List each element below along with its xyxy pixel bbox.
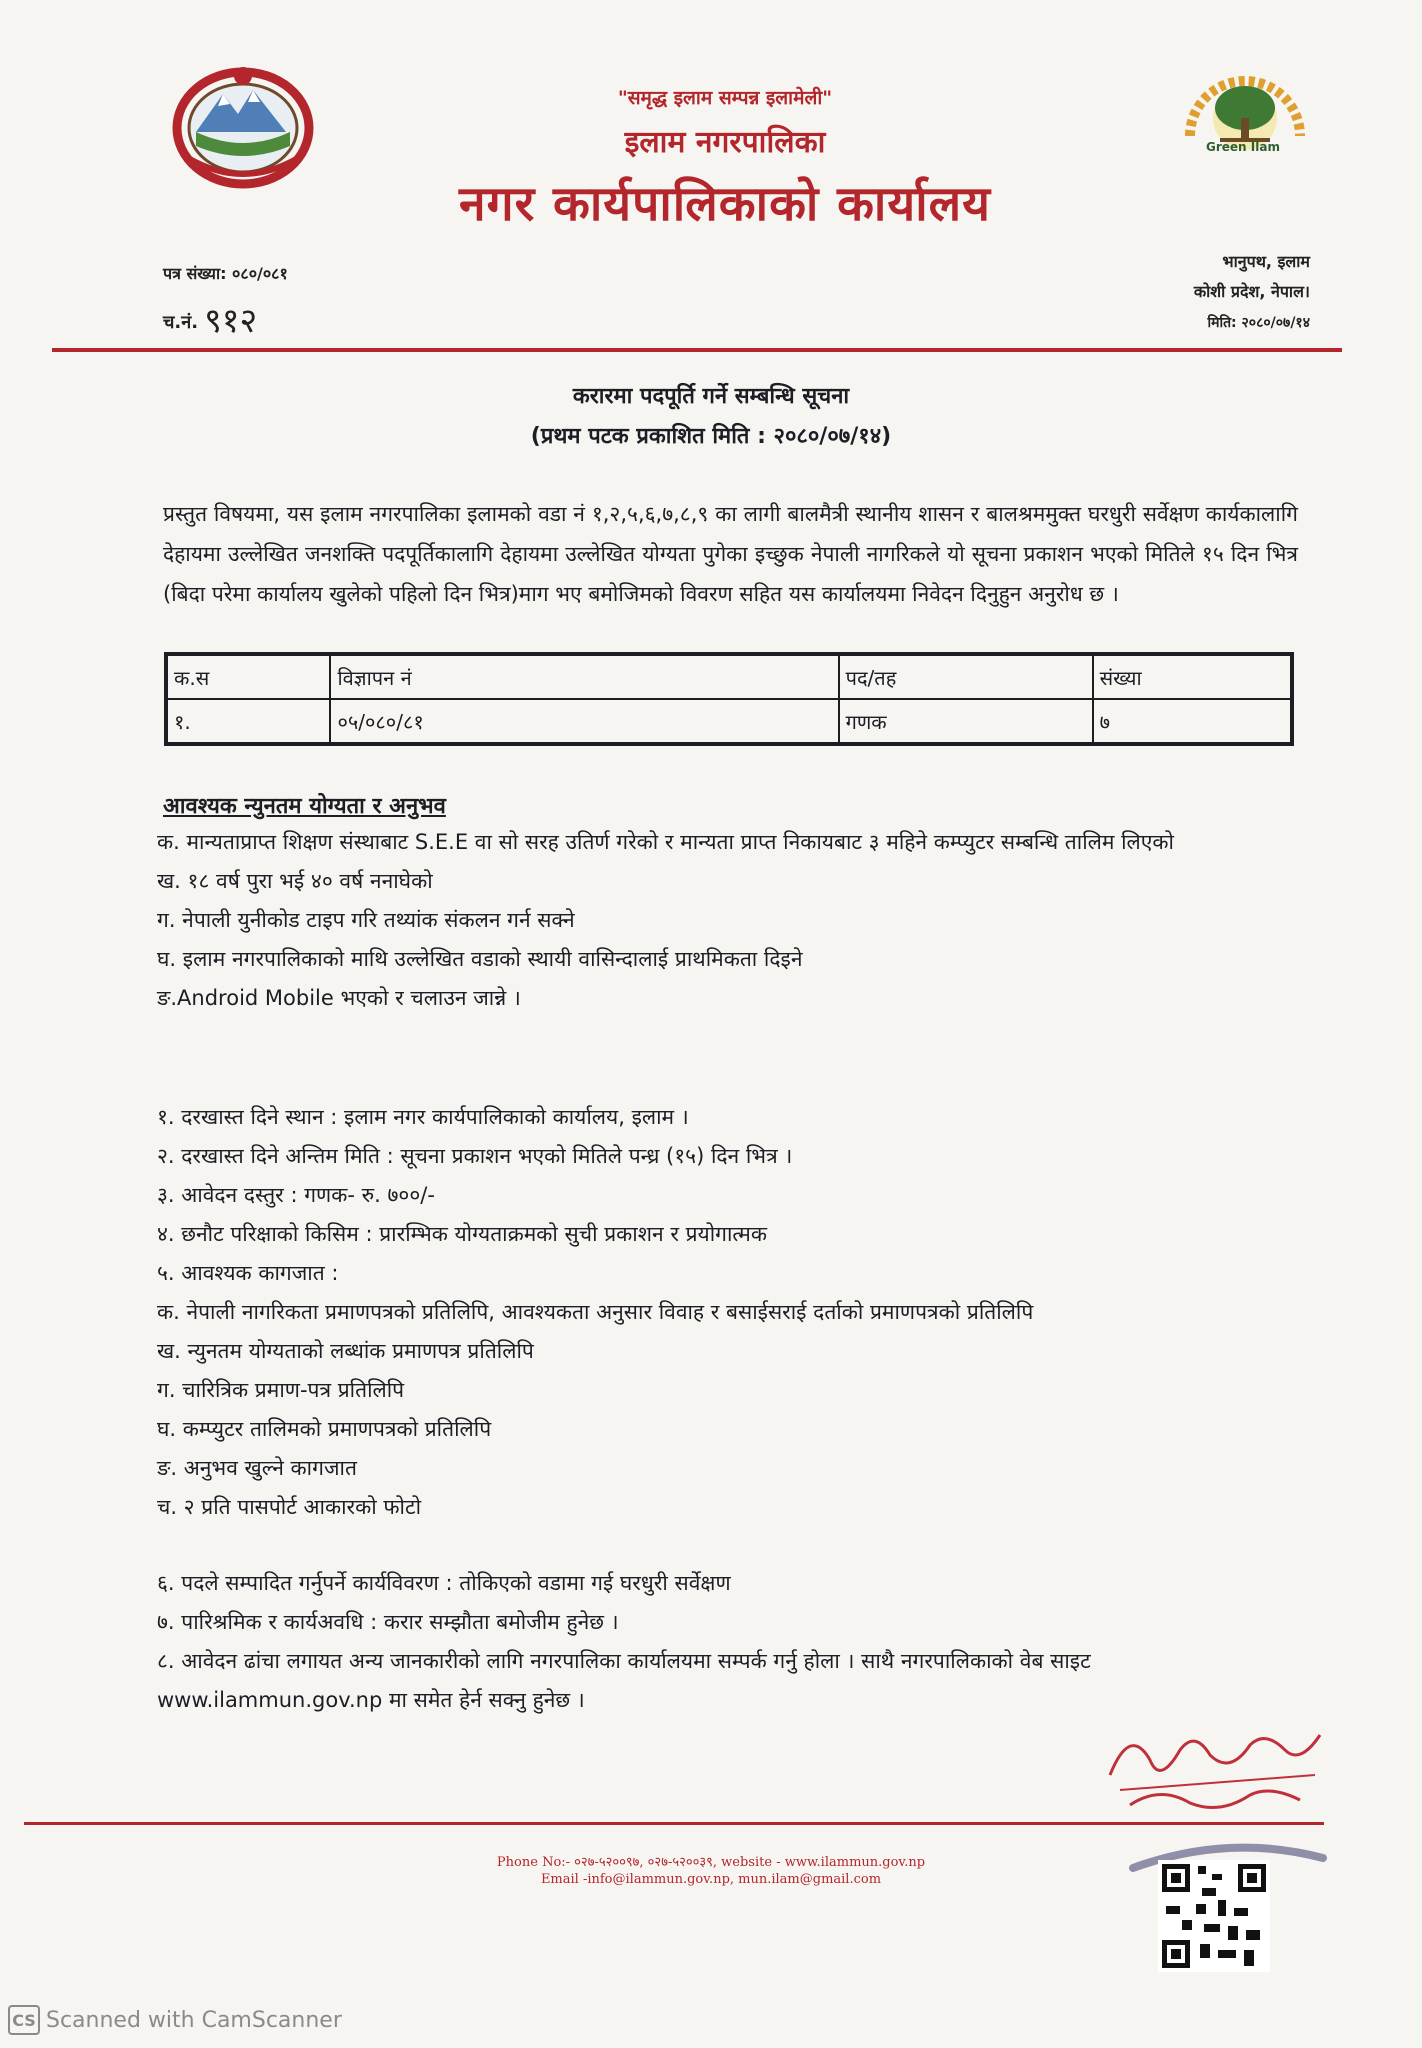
list-item: ग. नेपाली युनीकोड टाइप गरि तथ्यांक संकलन गर्न सक्ने <box>157 908 575 932</box>
list-item: ८. आवेदन ढांचा लगायत अन्य जानकारीको लागि नगरपालिका कार्यालयमा सम्पर्क गर्नु होला । साथै नगरपालिकाको वेब साइट www.ilammun.gov.np मा समेत हेर्न सक्नु हुनेछ । <box>157 1649 1091 1712</box>
footer-contact: Phone No:- ०२७-५२००९७, ०२७-५२००३९, website - www.ilammun.gov.np <box>496 1855 926 1870</box>
table-header-row <box>166 654 1292 699</box>
dispatch-number: ९१२ <box>204 301 258 341</box>
table-header: संख्या <box>1093 654 1292 699</box>
list-item: ङ. अनुभव खुल्ने कागजात <box>157 1456 357 1480</box>
notice-subtitle: (प्रथम पटक प्रकाशित मिति : २०८०/०७/१४) <box>530 424 892 449</box>
green-ilam-label: Green Ilam <box>1206 140 1280 154</box>
list-item: ग. चारित्रिक प्रमाण-पत्र प्रतिलिपि <box>157 1378 405 1402</box>
list-item: क. मान्यताप्राप्त शिक्षण संस्थाबाट S.E.E वा सो सरह उतिर्ण गरेको र मान्यता प्राप्त निकायबाट ३ महिने कम्प्युटर सम्बन्धि तालिम लिएको <box>157 830 1174 854</box>
list-item: १. दरखास्त दिने स्थान : इलाम नगर कार्यपालिकाको कार्यालय, इलाम । <box>157 1105 689 1129</box>
signature-icon <box>1100 1715 1330 1825</box>
table-cell: ७ <box>1093 699 1292 744</box>
list-item: च. २ प्रति पासपोर्ट आकारको फोटो <box>157 1495 422 1519</box>
list-item: ख. न्युनतम योग्यताको लब्धांक प्रमाणपत्र प्रतिलिपि <box>157 1339 534 1363</box>
table-header: क.स <box>166 654 330 699</box>
table-cell: ०५/०८०/८१ <box>330 699 838 744</box>
table-row <box>166 699 1292 744</box>
camscanner-text: Scanned with CamScanner <box>46 2007 342 2033</box>
dispatch-label: च.नं. <box>163 312 199 333</box>
office-title: नगर कार्यपालिकाको कार्यालय <box>458 176 992 232</box>
list-item: ५. आवश्यक कागजात : <box>157 1261 339 1285</box>
list-item: ङ.Android Mobile भएको र चलाउन जान्ने । <box>157 986 521 1010</box>
list-item: ३. आवेदन दस्तुर : गणक- रु. ७००/- <box>157 1183 435 1207</box>
qualification-title: आवश्यक न्युनतम योग्यता र अनुभव <box>163 794 446 819</box>
list-item: ४. छनौट परिक्षाको किसिम : प्रारम्भिक योग्यताक्रमको सुची प्रकाशन र प्रयोगात्मक <box>157 1222 767 1246</box>
application-list <box>157 1098 1297 1527</box>
footer-divider <box>24 1822 1324 1825</box>
list-item: घ. इलाम नगरपालिकाको माथि उल्लेखित वडाको स्थायी वासिन्दालाई प्राथमिकता दिइने <box>157 947 803 971</box>
list-item: २. दरखास्त दिने अन्तिम मिति : सूचना प्रकाशन भएको मितिले पन्ध्र (१५) दिन भित्र । <box>157 1144 793 1168</box>
vacancy-table <box>164 652 1294 746</box>
nepal-emblem-icon <box>168 62 318 190</box>
address-line-2: कोशी प्रदेश, नेपाल। <box>1193 282 1310 301</box>
dispatch-number-line <box>163 296 257 342</box>
header-divider <box>52 348 1342 352</box>
extra-list <box>157 1564 1297 1720</box>
list-item: क. नेपाली नागरिकता प्रमाणपत्रको प्रतिलिपि, आवश्यकता अनुसार विवाह र बसाईसराई दर्ताको प्रमाणपत्रको प्रतिलिपि <box>157 1300 1034 1324</box>
notice-paragraph: प्रस्तुत विषयमा, यस इलाम नगरपालिका इलामको वडा नं १,२,५,६,७,८,९ का लागी बालमैत्री स्थानीय शासन र बालश्रममुक्त घरधुरी सर्वेक्षण कार्यकालागि देहायमा उल्लेखित जनशक्ति पदपूर्तिकालागि देहायमा उल्लेखित योग्यता पुगेका इच्छुक नेपाली नागरिकले यो सूचना प्रकाशन भएको मितिले १५ दिन भित्र (बिदा परेमा कार्यालय खुलेको पहिलो दिन भित्र)माग भए बमोजिमको विवरण सहित यस कार्यालयमा निवेदन दिनुहुन अनुरोध छ । <box>163 502 1298 606</box>
list-item: घ. कम्प्युटर तालिमको प्रमाणपत्रको प्रतिलिपि <box>157 1417 492 1441</box>
footer-email: Email -info@ilammun.gov.np, mun.ilam@gmail.com <box>540 1872 882 1887</box>
table-cell: गणक <box>839 699 1093 744</box>
municipality-name: इलाम नगरपालिका <box>624 125 826 160</box>
camscanner-watermark <box>8 2005 342 2035</box>
address-line-1: भानुपथ, इलाम <box>1222 252 1310 271</box>
list-item: ६. पदले सम्पादित गर्नुपर्ने कार्यविवरण : तोकिएको वडामा गई घरधुरी सर्वेक्षण <box>157 1571 731 1595</box>
list-item: ख. १८ वर्ष पुरा भई ४० वर्ष ननाघेको <box>157 869 433 893</box>
qualification-list <box>157 823 1297 1018</box>
reference-number: पत्र संख्या: ०८०/०८१ <box>163 264 288 283</box>
motto: "समृद्ध इलाम सम्पन्न इलामेली" <box>617 87 833 109</box>
camscanner-logo-icon: CS <box>8 2005 40 2035</box>
list-item: ७. पारिश्रमिक र कार्यअवधि : करार सम्झौता बमोजीम हुनेछ । <box>157 1610 619 1634</box>
table-cell: १. <box>166 699 330 744</box>
table-header: विज्ञापन नं <box>330 654 838 699</box>
issue-date: मिति: २०८०/०७/१४ <box>1207 315 1310 331</box>
notice-title: करारमा पदपूर्ति गर्ने सम्बन्धि सूचना <box>572 384 850 409</box>
table-header: पद/तह <box>839 654 1093 699</box>
